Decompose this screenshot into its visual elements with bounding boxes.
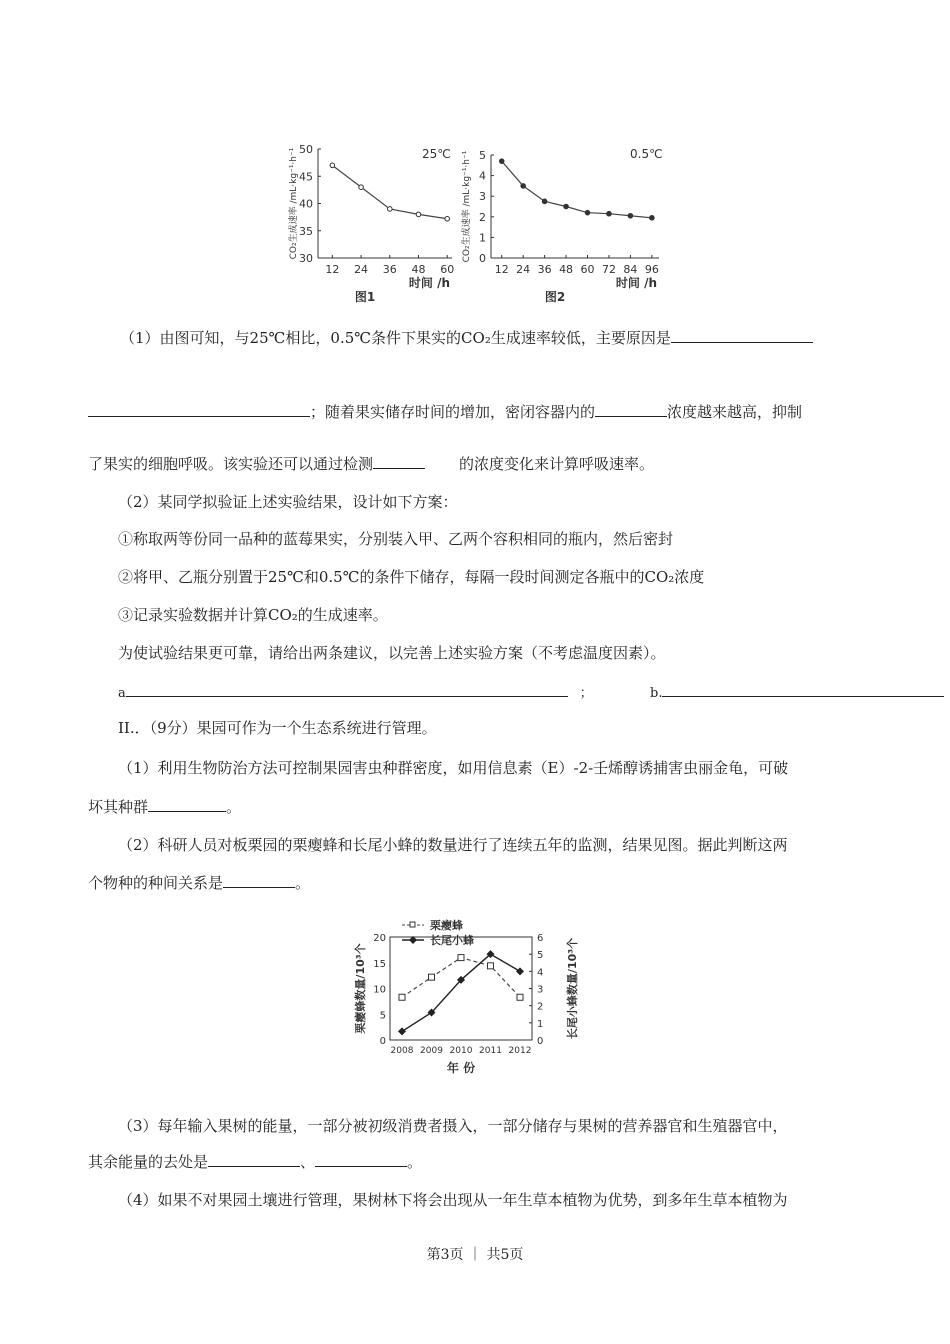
right-tick-label: 4 — [537, 967, 544, 979]
x-tick-label: 60 — [580, 263, 595, 276]
data-point — [387, 207, 392, 212]
answer-blank[interactable] — [595, 402, 667, 417]
data-point-square — [488, 963, 494, 969]
answer-blank[interactable] — [671, 328, 813, 343]
y-tick-label: 2 — [479, 210, 486, 224]
x-tick-label: 72 — [601, 263, 616, 276]
p2-q2-line-2: 个物种的种间关系是 。 — [88, 874, 311, 892]
x-tick-label: 2010 — [449, 1046, 473, 1056]
page-footer: 第3页 ｜ 共5页 — [426, 1247, 524, 1263]
y-tick-label: 40 — [299, 197, 313, 211]
legend-label: 长尾小蜂 — [430, 934, 474, 947]
q1-line-2: ；随着果实储存时间的增加，密闭容器内的 浓度越来越高，抑制 — [88, 402, 802, 422]
temperature-label: 0.5℃ — [630, 147, 663, 161]
data-point — [521, 184, 526, 189]
p2-q3-line-2: 其余能量的去处是 、 。 — [88, 1153, 423, 1171]
data-point — [564, 204, 569, 209]
right-tick-label: 0 — [537, 1036, 544, 1047]
answer-blank[interactable] — [148, 797, 226, 812]
q1-line-1: （1）由图可知，与25℃相比，0.5℃条件下果实的CO₂生成速率较低，主要原因是 — [120, 328, 813, 348]
left-tick-label: 10 — [373, 984, 386, 996]
answer-blank[interactable] — [88, 402, 310, 417]
answer-blank[interactable] — [373, 454, 425, 469]
data-point — [628, 213, 633, 218]
plot-frame — [390, 937, 532, 1040]
p2-q2-line-1: （2）科研人员对板栗园的栗瘿蜂和长尾小蜂的数量进行了连续五年的监测，结果见图。据此判断这两 — [118, 836, 788, 854]
right-tick-label: 5 — [537, 950, 544, 962]
answer-blank[interactable] — [223, 873, 295, 888]
step-1: ①称取两等份同一品种的蓝莓果实，分别装入甲、乙两个容积相同的瓶内，然后密封 — [118, 530, 674, 548]
answer-blank-b[interactable] — [662, 682, 944, 697]
legend-marker — [410, 922, 415, 927]
x-tick-label: 36 — [537, 263, 552, 276]
x-tick-label: 48 — [411, 263, 426, 276]
data-point — [445, 216, 450, 221]
data-point-square — [458, 955, 464, 961]
series-line-长尾小蜂 — [402, 954, 520, 1031]
temperature-label: 25℃ — [422, 147, 451, 161]
x-tick-label: 36 — [382, 263, 397, 276]
figure-title: 图2 — [544, 290, 566, 304]
p2-q1-line-1: （1）利用生物防治方法可控制果园害虫种群密度，如用信息素（E）-2-壬烯醇诱捕害虫丽金龟，可破 — [118, 759, 789, 777]
x-tick-label: 24 — [516, 263, 531, 276]
data-point — [607, 211, 612, 216]
data-point — [499, 159, 504, 164]
answer-blank[interactable] — [208, 1152, 300, 1167]
x-tick-label: 48 — [559, 263, 574, 276]
suggestion-b: b. — [650, 682, 944, 704]
left-tick-label: 15 — [373, 958, 386, 970]
q2-heading: （2）某同学拟验证上述实验结果，设计如下方案： — [118, 493, 458, 511]
data-point-diamond — [398, 1027, 406, 1035]
x-tick-label: 24 — [354, 263, 369, 276]
x-tick-label: 12 — [325, 263, 340, 276]
x-tick-label: 96 — [644, 263, 659, 276]
step-2: ②将甲、乙瓶分别置于25℃和0.5℃的条件下储存，每隔一段时间测定各瓶中的CO₂浓度 — [118, 568, 705, 586]
figure-title: 图1 — [354, 290, 376, 304]
data-point-square — [517, 994, 523, 1000]
x-tick-label: 2011 — [479, 1046, 502, 1056]
data-point-square — [399, 994, 405, 1000]
x-axis-label: 年 份 — [446, 1061, 476, 1075]
step-3: ③记录实验数据并计算CO₂的生成速率。 — [118, 606, 388, 624]
x-axis-label: 时间 /h — [615, 276, 657, 290]
figure-3-chart — [350, 915, 590, 1080]
left-axis-label: 栗瘿蜂数量/10³个 — [354, 943, 367, 1034]
y-tick-label: 1 — [479, 231, 486, 245]
y-tick-label: 4 — [479, 169, 486, 183]
right-tick-label: 3 — [537, 984, 544, 996]
y-tick-label: 5 — [479, 149, 486, 162]
data-point — [330, 163, 335, 168]
p2-q4-line-1: （4）如果不对果园土壤进行管理，果树林下将会出现从一年生草本植物为优势，到多年生草本植物为 — [118, 1191, 788, 1209]
data-point-diamond — [516, 967, 524, 975]
x-tick-label: 2012 — [508, 1046, 532, 1056]
figure-1-chart — [270, 140, 470, 310]
y-axis-label: CO₂生成速率 /mL·kg⁻¹·h⁻¹ — [289, 147, 299, 260]
right-tick-label: 2 — [537, 1001, 544, 1013]
part-2-heading: II.．（9分）果园可作为一个生态系统进行管理。 — [118, 719, 437, 737]
suggestion-blanks: a ； — [118, 682, 593, 704]
q1-line-3: 了果实的细胞呼吸。该实验还可以通过检测 的浓度变化来计算呼吸速率。 — [88, 455, 655, 473]
y-tick-label: 30 — [299, 252, 313, 265]
x-tick-label: 2008 — [390, 1046, 414, 1056]
data-point-square — [429, 974, 435, 980]
y-axis-label: CO₂生成速率 /mL·kg⁻¹·h⁻¹ — [462, 150, 472, 263]
y-tick-label: 45 — [299, 170, 313, 184]
data-point — [416, 212, 421, 217]
answer-blank-a[interactable] — [126, 682, 568, 697]
y-tick-label: 50 — [299, 143, 313, 156]
x-tick-label: 84 — [623, 263, 638, 276]
answer-blank[interactable] — [315, 1152, 407, 1167]
left-tick-label: 20 — [373, 933, 386, 944]
right-tick-label: 1 — [537, 1018, 544, 1030]
figure-2-chart — [462, 140, 675, 310]
right-axis-label: 长尾小蜂数量/10³个 — [566, 937, 579, 1040]
legend-label: 栗瘿蜂 — [430, 919, 463, 932]
data-point — [542, 199, 547, 204]
x-axis-label: 时间 /h — [408, 276, 450, 290]
x-tick-label: 2009 — [420, 1046, 443, 1056]
y-tick-label: 0 — [479, 252, 486, 265]
left-tick-label: 0 — [379, 1036, 386, 1047]
series-line — [502, 161, 652, 218]
right-tick-label: 6 — [537, 933, 544, 944]
data-point — [359, 185, 364, 190]
p2-q1-line-2: 坏其种群 。 — [88, 798, 242, 816]
x-tick-label: 60 — [440, 263, 455, 276]
data-point — [585, 210, 590, 215]
left-tick-label: 5 — [379, 1010, 386, 1022]
y-tick-label: 35 — [299, 224, 313, 238]
y-tick-label: 3 — [479, 190, 486, 204]
suggestion-prompt: 为使试验结果更可靠，请给出两条建议，以完善上述实验方案（不考虑温度因素）。 — [118, 644, 666, 662]
x-tick-label: 12 — [494, 263, 509, 276]
data-point — [650, 216, 655, 221]
p2-q3-line-1: （3）每年输入果树的能量，一部分被初级消费者摄入，一部分储存与果树的营养器官和生殖器官中， — [118, 1117, 788, 1135]
